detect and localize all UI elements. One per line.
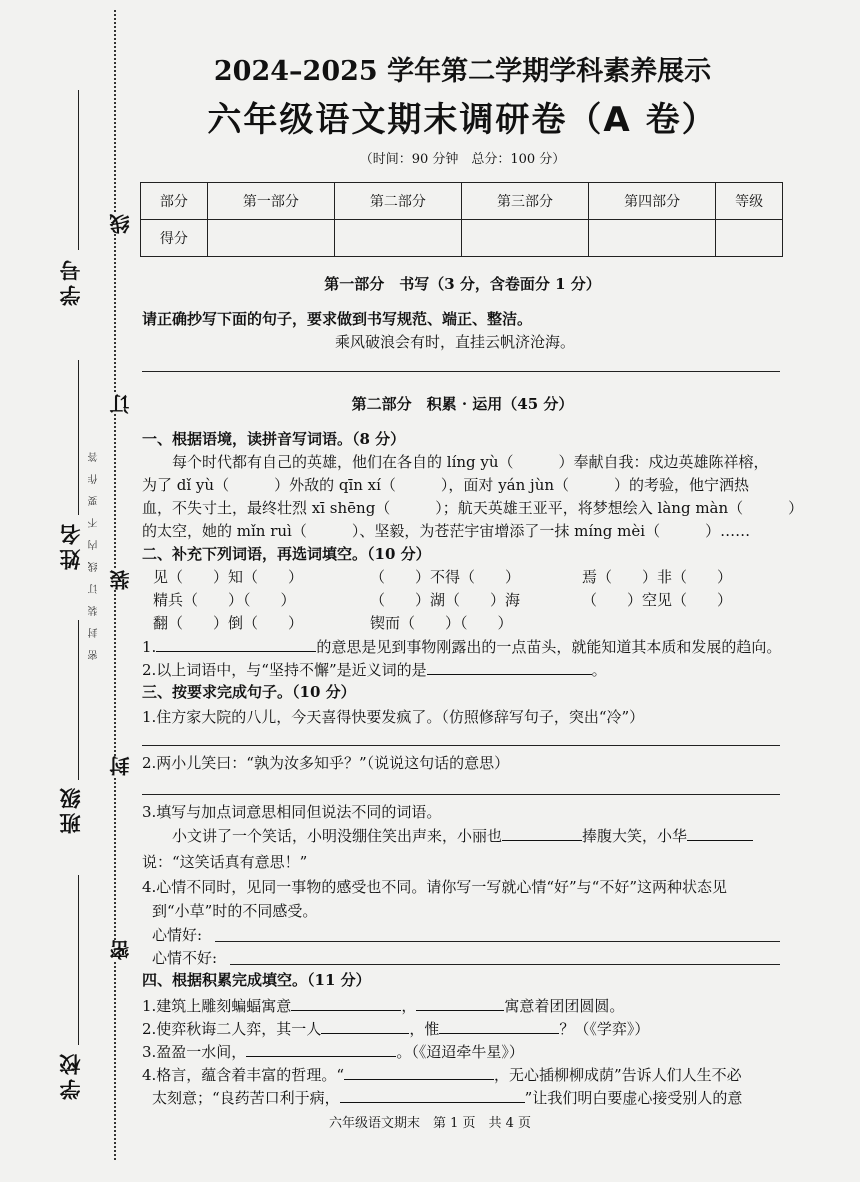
q4-s4-text-d: ”让我们明白要虚心接受别人的意: [524, 1089, 743, 1107]
q2-word-7: 翻（ ）倒（ ）: [153, 614, 304, 632]
binding-char-mi: 密: [106, 940, 135, 960]
q2-s1-blank[interactable]: [156, 635, 316, 652]
q4-s1-blank-2[interactable]: [416, 994, 504, 1011]
score-row-label: 得分: [141, 220, 208, 257]
q3-s2-answer-line[interactable]: [142, 794, 780, 795]
q3-s3-text-a: 小文讲了一个笑话，小明没绷住笑出声来，小丽也: [172, 827, 503, 845]
score-cell-header: 第四部分: [589, 183, 716, 220]
exam-time-info: （时间：90 分钟 总分：100 分）: [359, 152, 566, 167]
binding-char-xian: 线: [106, 214, 135, 234]
q3-s1: 1.住方家大院的八儿，今天喜得快要发疯了。（仿照修辞写句子，突出“冷”）: [142, 708, 645, 726]
q2-s2-text: 2.以上词语中，与“坚持不懈”是近义词的是: [142, 661, 427, 679]
q4-s2: [142, 1017, 649, 1041]
q2-s1-text: 的意思是见到事物刚露出的一点苗头，就能知道其本质和发展的趋向。: [316, 638, 782, 656]
exam-title-line2: 六年级语文期末调研卷（A 卷）: [207, 100, 718, 140]
q3-bad-answer-line[interactable]: [230, 964, 780, 965]
q1-line2: 为了 dǐ yù（ ）外敌的 qīn xí（ ），面对 yán jùn（ ）的考验，他宁洒热: [142, 476, 750, 494]
q4-s4-blank-2[interactable]: [340, 1086, 525, 1103]
name-field[interactable]: [78, 360, 79, 515]
q2-word-3: 焉（ ）非（ ）: [582, 568, 733, 586]
q2-s2: [142, 658, 607, 682]
q4-s3: [142, 1040, 524, 1064]
score-cell-header: 等级: [716, 183, 783, 220]
q2-s2-end: 。: [591, 661, 607, 679]
score-cell-input[interactable]: [589, 220, 716, 257]
q3-s3-blank-2[interactable]: [687, 824, 753, 841]
student-id-label: 学号: [58, 256, 83, 306]
q4-s4-blank-1[interactable]: [344, 1063, 494, 1080]
q3-s2: 2.两小儿笑曰：“孰为汝多知乎？”（说说这句话的意思）: [142, 754, 510, 772]
score-cell-header: 部分: [141, 183, 208, 220]
class-label: 班级: [58, 784, 83, 834]
q4-s1-text-b: ，: [401, 997, 417, 1015]
school-field[interactable]: [78, 875, 79, 1045]
q4-s4-text-a: 4.格言，蕴含着丰富的哲理。“: [142, 1066, 344, 1084]
q3-good-answer-line[interactable]: [215, 941, 780, 942]
q4-s4-text-c: 太刻意；“良药苦口利于病，: [152, 1089, 340, 1107]
binding-char-feng: 封: [106, 756, 135, 776]
q4-s1-text-a: 1.建筑上雕刻蝙蝠寓意: [142, 997, 292, 1015]
q3-s4-b: 到“小草”时的不同感受。: [152, 902, 318, 920]
score-cell-input[interactable]: [716, 220, 783, 257]
score-cell-header: 第一部分: [207, 183, 334, 220]
score-cell-input[interactable]: [207, 220, 334, 257]
q2-word-8: 锲而（ ）（ ）: [370, 614, 513, 632]
q4-s2-blank-2[interactable]: [439, 1017, 559, 1034]
binding-char-zhuang: 装: [106, 570, 135, 590]
q4-s2-text-a: 2.使弈秋诲二人弈，其一人: [142, 1020, 322, 1038]
q3-s3-text-b: 捧腹大笑，小华: [582, 827, 688, 845]
part1-title: 第一部分 书写（3 分，含卷面分 1 分）: [324, 275, 601, 293]
name-label: 姓名: [58, 520, 83, 570]
q1-line3: 血，不失寸土，最终壮烈 xī shēng（ ）；航天英雄王亚平，将梦想绘入 làng màn（ ）: [142, 499, 804, 517]
q2-s2-blank[interactable]: [427, 658, 592, 675]
q2-s1: [142, 635, 781, 659]
binding-char-ding: 订: [106, 394, 135, 414]
q1-title: 一、根据语境，读拼音写词语。（8 分）: [142, 430, 406, 448]
q2-s1-number: 1.: [142, 638, 157, 656]
q4-s3-text-a: 3.盈盈一水间，: [142, 1043, 247, 1061]
part2-title: 第二部分 积累 · 运用（45 分）: [351, 395, 574, 413]
q4-s4-line1: [142, 1063, 742, 1087]
q2-word-2: （ ）不得（ ）: [370, 568, 521, 586]
q2-title: 二、补充下列词语，再选词填空。（10 分）: [142, 545, 431, 563]
q4-s1-text-c: 寓意着团团圆圆。: [504, 997, 625, 1015]
part1-instruction: 请正确抄写下面的句子，要求做到书写规范、端正、整洁。: [142, 310, 533, 328]
q4-s4-line2: [152, 1086, 742, 1110]
q2-word-1: 见（ ）知（ ）: [153, 568, 304, 586]
q2-word-6: （ ）空见（ ）: [582, 591, 733, 609]
score-table-score-row: [141, 220, 783, 257]
score-table: [140, 182, 783, 257]
q4-title: 四、根据积累完成填空。（11 分）: [142, 971, 371, 989]
part1-sentence: 乘风破浪会有时，直挂云帆济沧海。: [335, 333, 576, 351]
exam-title-line1: 2024–2025 学年第二学期学科素养展示: [213, 56, 712, 87]
q2-word-5: （ ）湖（ ）海: [370, 591, 521, 609]
q4-s4-text-b: ，无心插柳柳成荫”告诉人们人生不必: [493, 1066, 742, 1084]
q4-s2-text-c: ？（《学弈》）: [559, 1020, 650, 1038]
score-cell-header: 第三部分: [461, 183, 588, 220]
score-table-header-row: [141, 183, 783, 220]
q4-s2-blank-1[interactable]: [321, 1017, 409, 1034]
q1-line4: 的太空，她的 mǐn ruì（ ）、坚毅，为苍茫宇宙增添了一抹 míng mèi（ ）……: [142, 522, 751, 540]
q3-bad-label: 心情不好:: [152, 949, 218, 967]
q3-s1-answer-line[interactable]: [142, 745, 780, 746]
exam-header: [140, 52, 785, 257]
score-cell-input[interactable]: [334, 220, 461, 257]
part1-writing-line[interactable]: [142, 371, 780, 372]
q4-s2-text-b: ，惟: [409, 1020, 440, 1038]
q2-word-4: 精兵（ ）（ ）: [153, 591, 296, 609]
student-id-field[interactable]: [78, 90, 79, 250]
q4-s1: [142, 994, 624, 1018]
q3-title: 三、按要求完成句子。（10 分）: [142, 683, 356, 701]
score-cell-input[interactable]: [461, 220, 588, 257]
score-cell-header: 第二部分: [334, 183, 461, 220]
binding-note: 密封装订线内不要作答: [89, 440, 100, 660]
class-field[interactable]: [78, 620, 79, 780]
q3-s3-text-c: 说：“这笑话真有意思！”: [142, 853, 308, 871]
q1-line1: 每个时代都有自己的英雄，他们在各自的 líng yù（ ）奉献自我：戍边英雄陈祥榕，: [172, 453, 769, 471]
q3-s3: 3.填写与加点词意思相同但说法不同的词语。: [142, 803, 442, 821]
q4-s3-blank[interactable]: [246, 1040, 396, 1057]
page-footer: 六年级语文期末 第 1 页 共 4 页: [328, 1116, 532, 1131]
q3-s4-a: 4.心情不同时，见同一事物的感受也不同。请你写一写就心情“好”与“不好”这两种状态见: [142, 878, 727, 896]
q4-s3-text-b: 。（《迢迢牵牛星》）: [396, 1043, 524, 1061]
q3-s3-blank-1[interactable]: [502, 824, 582, 841]
school-label: 学校: [58, 1050, 83, 1100]
q4-s1-blank-1[interactable]: [291, 994, 401, 1011]
q3-s3-line: [172, 824, 753, 848]
q3-good-label: 心情好:: [152, 926, 203, 944]
